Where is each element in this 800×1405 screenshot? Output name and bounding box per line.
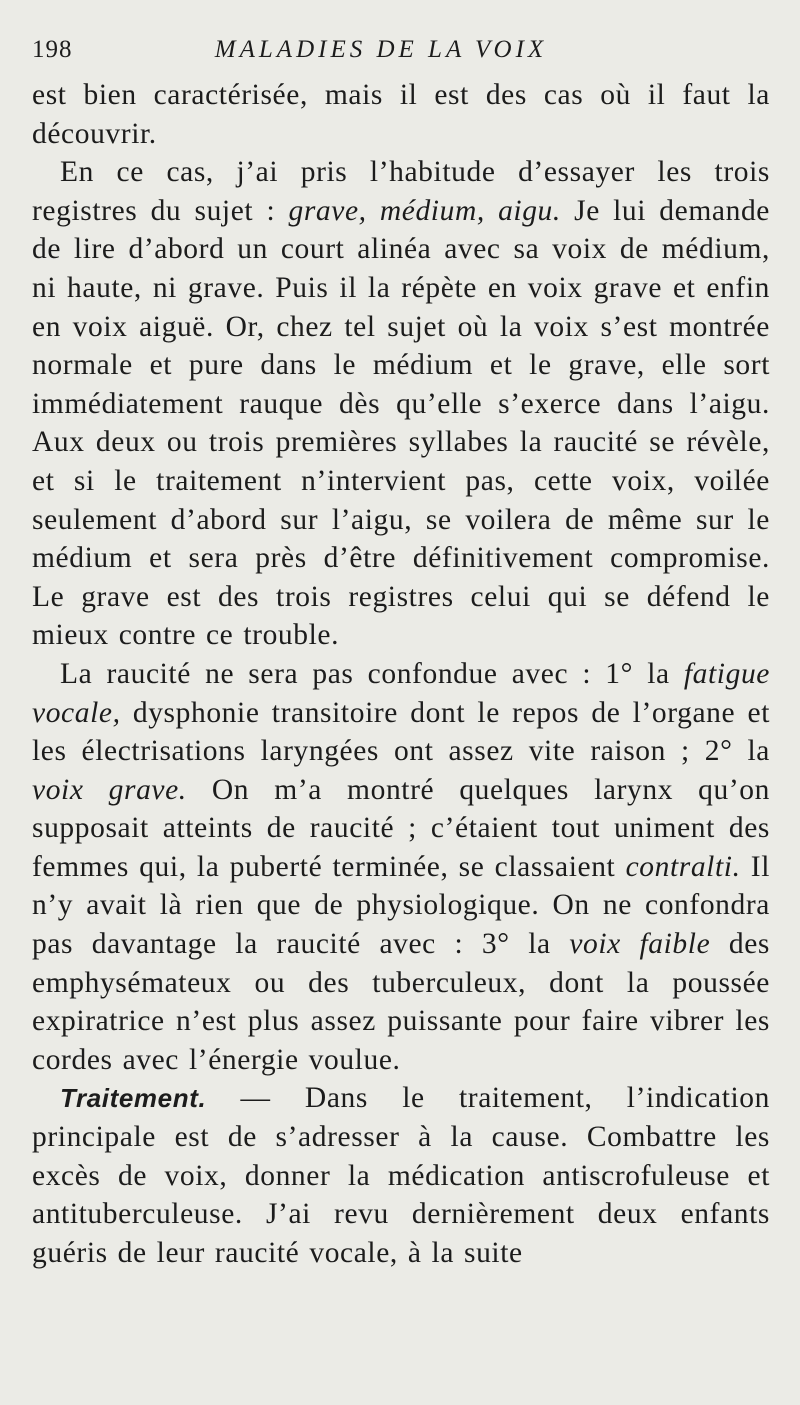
- paragraph-text: est bien caractérisée, mais il est des cas où il faut la découvrir.: [32, 79, 770, 150]
- paragraph-text: On m’a montré quelques larynx qu’on supposait atteints de raucité ; c’étaient tout uniment des femmes qui, la puberté terminée, se classaient: [32, 773, 770, 883]
- page-number: 198: [32, 36, 73, 63]
- paragraph-2: [32, 153, 770, 655]
- italic-term: voix grave.: [32, 773, 187, 806]
- paragraph-3: [32, 655, 770, 1080]
- paragraph-text: En ce cas, j’ai pris l’habitude d’essayer les trois registres du sujet :: [32, 156, 770, 227]
- paragraph-text: des emphysémateux ou des tuberculeux, dont la poussée expiratrice n’est plus assez puissante pour faire vibrer les cordes avec l’énergie voulue.: [32, 928, 770, 1076]
- paragraph-4: [32, 1079, 770, 1272]
- italic-term: grave, médium, aigu.: [288, 194, 561, 227]
- paragraph-text: — Dans le traitement, l’indication principale est de s’adresser à la cause. Combattre les excès de voix, donner la médication antiscrofuleuse et antituberculeuse. J’ai revu dernièrement deux enfants guéris de leur raucité vocale, à la suite: [32, 1082, 770, 1269]
- paragraph-text: Il n’y avait là rien que de physiologique. On ne confondra pas davantage la raucité avec : 3° la: [32, 850, 770, 961]
- paragraph-1: [32, 76, 770, 153]
- body-text: [32, 76, 770, 1272]
- paragraph-text: La raucité ne sera pas confondue avec : 1° la: [60, 657, 684, 690]
- italic-term: voix faible: [569, 928, 711, 961]
- paragraph-text: dysphonie transitoire dont le repos de l’organe et les électrisations laryngées ont assez vite raison ; 2° la: [32, 696, 770, 768]
- italic-term: contralti.: [625, 850, 741, 883]
- section-run-in-heading: Traitement.: [60, 1083, 207, 1114]
- italic-term: fatigue vocale,: [32, 657, 770, 729]
- page-header: [32, 32, 770, 76]
- running-head: MALADIES DE LA VOIX: [214, 36, 548, 63]
- paragraph-text: Je lui demande de lire d’abord un court alinéa avec sa voix de médium, ni haute, ni grave. Puis il la répète en voix grave et enfin en voix aiguë. Or, chez tel sujet où la voix s’est montrée normale et pure dans le médium et le grave, elle sort immédiatement rauque dès qu’elle s’exerce dans l’aigu. Aux deux ou trois premières syllabes la raucité se révèle, et si le traitement n’intervient pas, cette voix, voilée seulement d’abord sur l’aigu, se voilera de même sur le médium et sera près d’être définitivement compromise. Le grave est des trois registres celui qui se défend le mieux contre ce trouble.: [32, 194, 770, 652]
